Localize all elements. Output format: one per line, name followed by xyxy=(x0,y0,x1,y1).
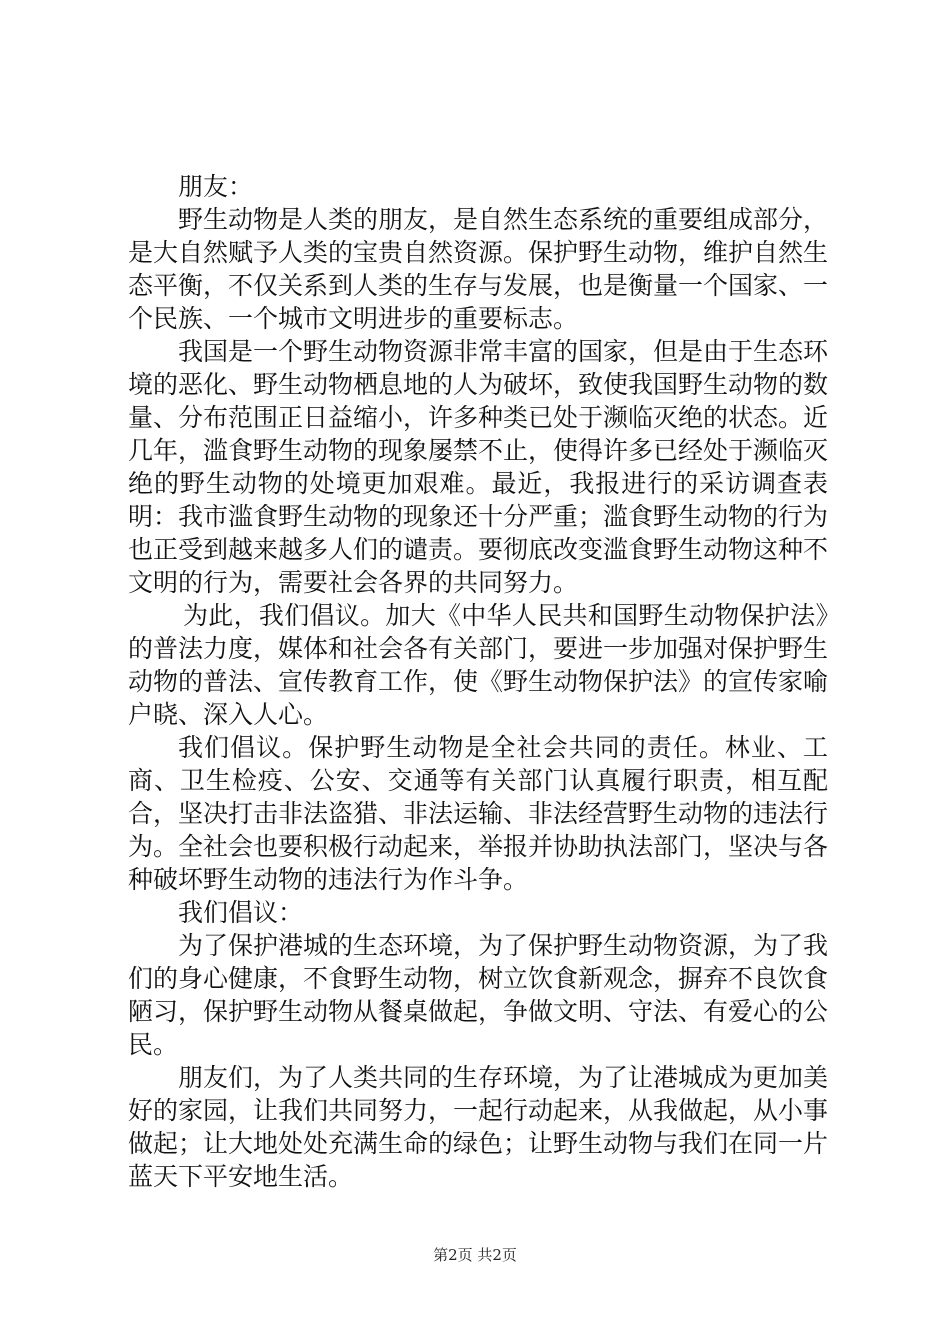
paragraph-situation: 我国是一个野生动物资源非常丰富的国家，但是由于生态环境的恶化、野生动物栖息地的人为破坏，致使我国野生动物的数量、分布范围正日益缩小，许多种类已处于濒临灭绝的状态。近几年，滥食野生动物的现象屡禁不止，使得许多已经处于濒临灭绝的野生动物的处境更加艰难。最近，我报进行的采访调查表明：我市滥食野生动物的现象还十分严重；滥食野生动物的行为也正受到越来越多人们的谴责。要彻底改变滥食野生动物这种不文明的行为，需要社会各界的共同努力。 xyxy=(128,337,829,597)
paragraph-proposal-law: 为此，我们倡议。加大《中华人民共和国野生动物保护法》的普法力度，媒体和社会各有关部门，要进一步加强对保护野生动物的普法、宣传教育工作，使《野生动物保护法》的宣传家喻户晓、深入人心。 xyxy=(128,601,829,729)
salutation: 朋友： xyxy=(178,172,254,201)
paragraph-closing: 朋友们，为了人类共同的生存环境，为了让港城成为更加美好的家园，让我们共同努力，一起行动起来，从我做起，从小事做起；让大地处处充满生命的绿色；让野生动物与我们在同一片蓝天下平安地生活。 xyxy=(128,1063,829,1191)
paragraph-proposal-diet: 为了保护港城的生态环境，为了保护野生动物资源，为了我们的身心健康，不食野生动物，树立饮食新观念，摒弃不良饮食陋习，保护野生动物从餐桌做起，争做文明、守法、有爱心的公民。 xyxy=(128,931,829,1059)
page-number-footer: 第2页 共2页 xyxy=(433,1246,517,1264)
paragraph-proposal-heading: 我们倡议： xyxy=(178,898,304,927)
paragraph-proposal-duty: 我们倡议。保护野生动物是全社会共同的责任。林业、工商、卫生检疫、公安、交通等有关部门认真履行职责，相互配合，坚决打击非法盗猎、非法运输、非法经营野生动物的违法行为。全社会也要积极行动起来，举报并协助执法部门，坚决与各种破坏野生动物的违法行为作斗争。 xyxy=(128,733,829,894)
document-body xyxy=(128,170,828,1193)
paragraph-intro: 野生动物是人类的朋友，是自然生态系统的重要组成部分，是大自然赋予人类的宝贵自然资源。保护野生动物，维护自然生态平衡，不仅关系到人类的生存与发展，也是衡量一个国家、一个民族、一个城市文明进步的重要标志。 xyxy=(128,205,829,333)
